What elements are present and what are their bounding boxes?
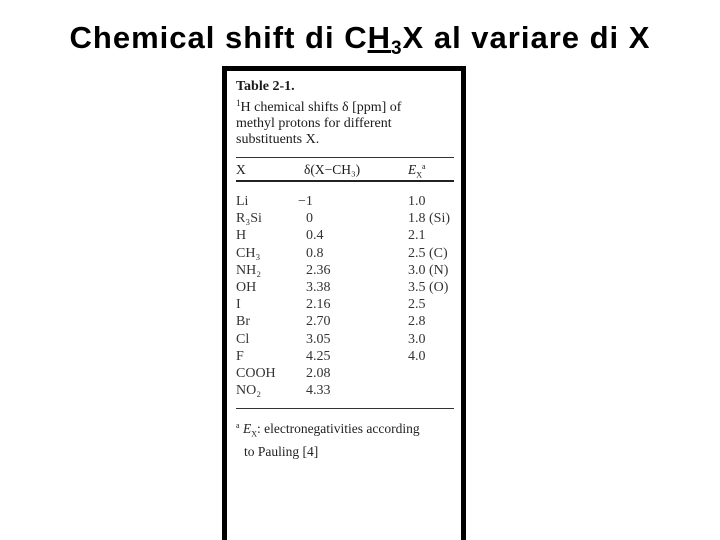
table-row — [236, 383, 454, 400]
cell-chemical-shift: 4.33 — [306, 383, 331, 399]
header-ex-symbol: E — [408, 162, 417, 177]
table-bottom-rule — [236, 408, 454, 409]
table-row — [236, 332, 454, 349]
cell-chemical-shift: 2.36 — [306, 262, 331, 278]
footnote-ex-subscript: X — [251, 429, 257, 439]
slide-title — [0, 20, 720, 60]
cell-chemical-shift: 4.25 — [306, 348, 331, 364]
cell-chemical-shift: 0 — [306, 211, 313, 227]
cell-electronegativity: 4.0 — [408, 348, 426, 364]
table-row — [236, 228, 454, 245]
cell-substituent: I — [236, 297, 241, 313]
cell-electronegativity: 2.1 — [408, 228, 426, 244]
cell-substituent: H — [236, 228, 247, 244]
header-x: X — [236, 162, 246, 177]
table-row — [236, 194, 454, 211]
footnote-line-1: : electronegativities according — [256, 421, 420, 437]
cell-chemical-shift: 0.4 — [306, 228, 324, 244]
cell-substituent: Li — [236, 194, 249, 209]
cell-chemical-shift: 3.38 — [306, 279, 331, 295]
caption-line-3: substituents X. — [236, 132, 320, 147]
footnote-line-2: to Pauling [4] — [244, 443, 319, 459]
cell-substituent: F — [236, 348, 244, 364]
footnote-ex-symbol: E — [242, 421, 252, 437]
header-ex-subscript: X — [416, 170, 423, 180]
cell-electronegativity: 2.5 (C) — [408, 245, 448, 261]
table-row — [236, 297, 454, 314]
table-scan-image — [222, 66, 466, 540]
table-2-1 — [236, 79, 454, 460]
caption-line-1: H chemical shifts δ [ppm] of — [240, 100, 402, 115]
table-body — [236, 194, 454, 400]
cell-chemical-shift: 2.08 — [306, 365, 331, 381]
table-row — [236, 280, 454, 297]
cell-electronegativity: 1.0 — [408, 194, 426, 209]
cell-electronegativity: 3.0 (N) — [408, 262, 449, 278]
header-delta: δ(X−CH₃) — [304, 162, 361, 177]
table-row — [236, 314, 454, 331]
cell-substituent: COOH — [236, 365, 276, 381]
cell-electronegativity: 1.8 (Si) — [408, 211, 450, 227]
slide-title-part1: Chemical shift di C — [69, 20, 368, 55]
table-header-row — [236, 158, 454, 180]
table-footnote — [236, 417, 454, 460]
cell-substituent: OH — [236, 279, 257, 295]
cell-substituent: Cl — [236, 331, 250, 347]
cell-substituent: NH₂ — [236, 262, 262, 278]
cell-chemical-shift: 3.05 — [306, 331, 331, 347]
cell-chemical-shift: 2.70 — [306, 314, 331, 330]
caption-line-2: methyl protons for different — [236, 116, 392, 131]
cell-substituent: NO₂ — [236, 383, 262, 399]
table-row — [236, 366, 454, 383]
cell-chemical-shift: 2.16 — [306, 297, 331, 313]
cell-electronegativity: 2.8 — [408, 314, 426, 330]
slide-title-underlined: H — [367, 20, 391, 55]
cell-substituent: CH₃ — [236, 245, 261, 261]
table-caption — [236, 95, 454, 148]
cell-substituent: Br — [236, 314, 250, 330]
cell-electronegativity: 2.5 — [408, 297, 426, 313]
caption-superscript: 1 — [236, 98, 241, 108]
header-ex-superscript: a — [422, 162, 426, 171]
table-row — [236, 246, 454, 263]
cell-electronegativity: 3.5 (O) — [408, 279, 449, 295]
footnote-superscript: a — [236, 421, 240, 431]
table-row — [236, 263, 454, 280]
slide-title-part2: X al variare di X — [402, 20, 651, 55]
cell-substituent: R₃Si — [236, 211, 262, 227]
table-caption-title: Table 2-1. — [236, 79, 295, 94]
table-row — [236, 349, 454, 366]
table-row — [236, 211, 454, 228]
cell-chemical-shift: −1 — [298, 194, 313, 209]
slide-title-subscript: 3 — [390, 38, 403, 59]
table-header-rule — [236, 180, 454, 182]
header-electronegativity — [408, 162, 426, 180]
cell-chemical-shift: 0.8 — [306, 245, 324, 261]
cell-electronegativity: 3.0 — [408, 331, 426, 347]
